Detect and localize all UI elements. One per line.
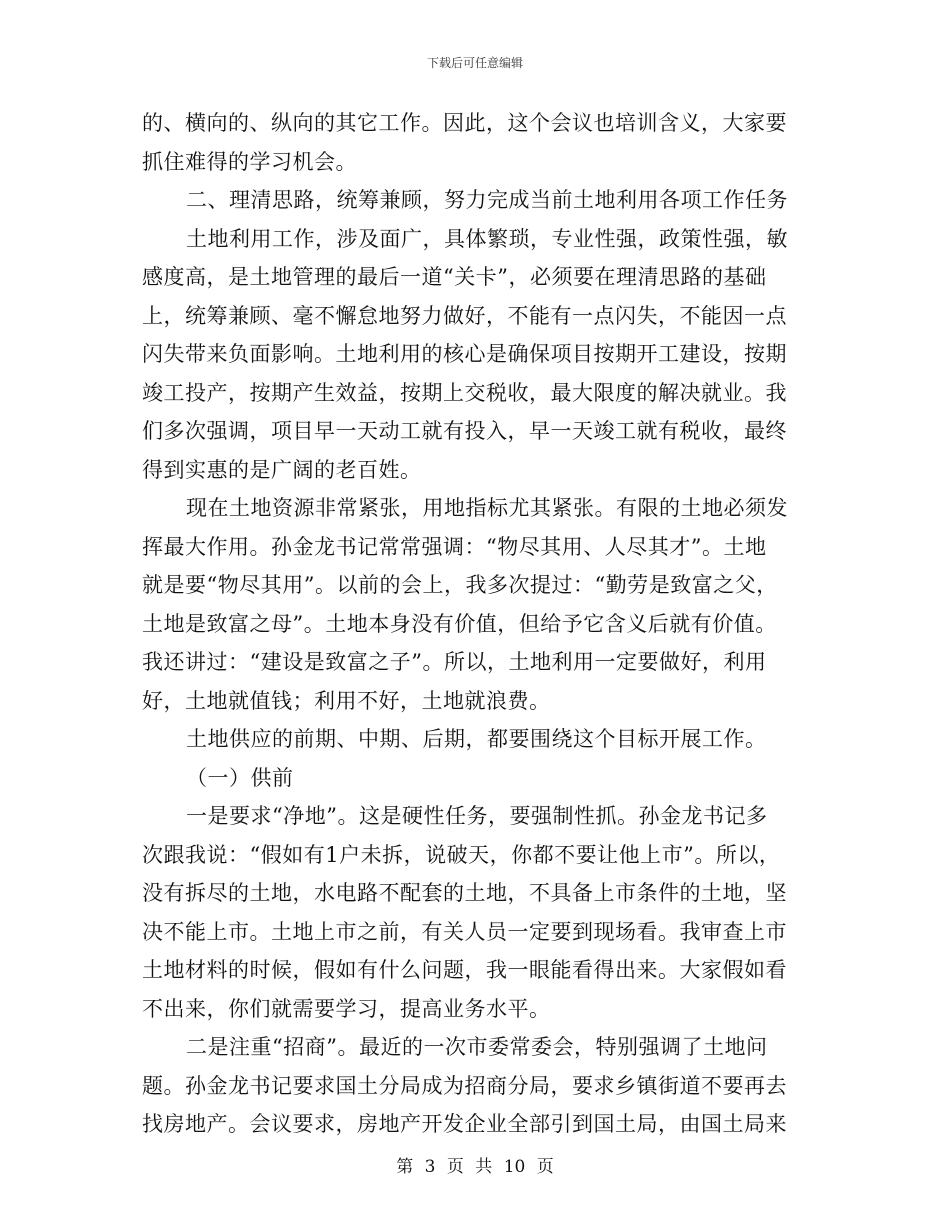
text-line: 现在土地资源非常紧张，用地指标尤其紧张。有限的土地必须发 [186, 496, 788, 520]
text-line: 不出来，你们就需要学习，提高业务水平。 [142, 996, 551, 1021]
text-line: 土地供应的前期、中期、后期，都要围绕这个目标开展工作。 [186, 727, 767, 751]
text-line: 就是要“物尽其用”。以前的会上，我多次提过：“勤劳是致富之父， [142, 573, 778, 597]
text-line: 抓住难得的学习机会。 [142, 149, 357, 174]
text-line: 竣工投产，按期产生效益，按期上交税收，最大限度的解决就业。我 [142, 380, 787, 405]
text-line: 决不能上市。土地上市之前，有关人员一定要到现场看。我审查上市 [142, 919, 787, 944]
text-line: （一）供前 [186, 765, 294, 790]
text-line: 我还讲过：“建设是致富之子”。所以，土地利用一定要做好，利用 [142, 650, 767, 674]
text-line: 一是要求“净地”。这是硬性任务，要强制性抓。孙金龙书记多 [186, 804, 768, 828]
text-line: 得到实惠的是广阔的老百姓。 [142, 457, 422, 482]
text-line: 土地利用工作，涉及面广，具体繁琐，专业性强，政策性强，敏 [186, 226, 788, 251]
text-line: 二是注重“招商”。最近的一次市委常委会，特别强调了土地问 [186, 1035, 768, 1059]
text-line: 没有拆尽的土地，水电路不配套的土地，不具备上市条件的土地，坚 [142, 881, 787, 905]
text-line: 题。孙金龙书记要求国土分局成为招商分局，要求乡镇街道不要再去 [142, 1073, 787, 1098]
text-line: 的、横向的、纵向的其它工作。因此，这个会议也培训含义，大家要 [142, 111, 787, 135]
text-line: 二、理清思路，统筹兼顾，努力完成当前土地利用各项工作任务 [186, 188, 788, 212]
text-line: 们多次强调，项目早一天动工就有投入，早一天竣工就有税收，最终 [142, 419, 787, 443]
text-line: 感度高，是土地管理的最后一道“关卡”，必须要在理清思路的基础 [142, 265, 767, 289]
text-line: 好，土地就值钱；利用不好，土地就浪费。 [142, 688, 551, 713]
text-line: 土地材料的时候，假如有什么问题，我一眼能看得出来。大家假如看 [142, 958, 787, 982]
text-line: 次跟我说：“假如有1户未拆，说破天，你都不要让他上市”。所以， [142, 842, 781, 867]
page-footer: 第 3 页 共 10 页 [396, 1157, 554, 1177]
text-line: 土地是致富之母”。土地本身没有价值，但给予它含义后就有价值。 [142, 611, 777, 636]
text-line: 挥最大作用。孙金龙书记常常强调：“物尽其用、人尽其才”。土地 [142, 534, 767, 559]
page-header: 下载后可任意编辑 [426, 56, 523, 70]
body-text [142, 104, 802, 1144]
text-line: 找房地产。会议要求，房地产开发企业全部引到国土局，由国土局来 [142, 1112, 787, 1136]
text-line: 闪失带来负面影响。土地利用的核心是确保项目按期开工建设，按期 [142, 342, 787, 366]
text-line: 上，统筹兼顾、毫不懈怠地努力做好，不能有一点闪失，不能因一点 [142, 303, 787, 328]
